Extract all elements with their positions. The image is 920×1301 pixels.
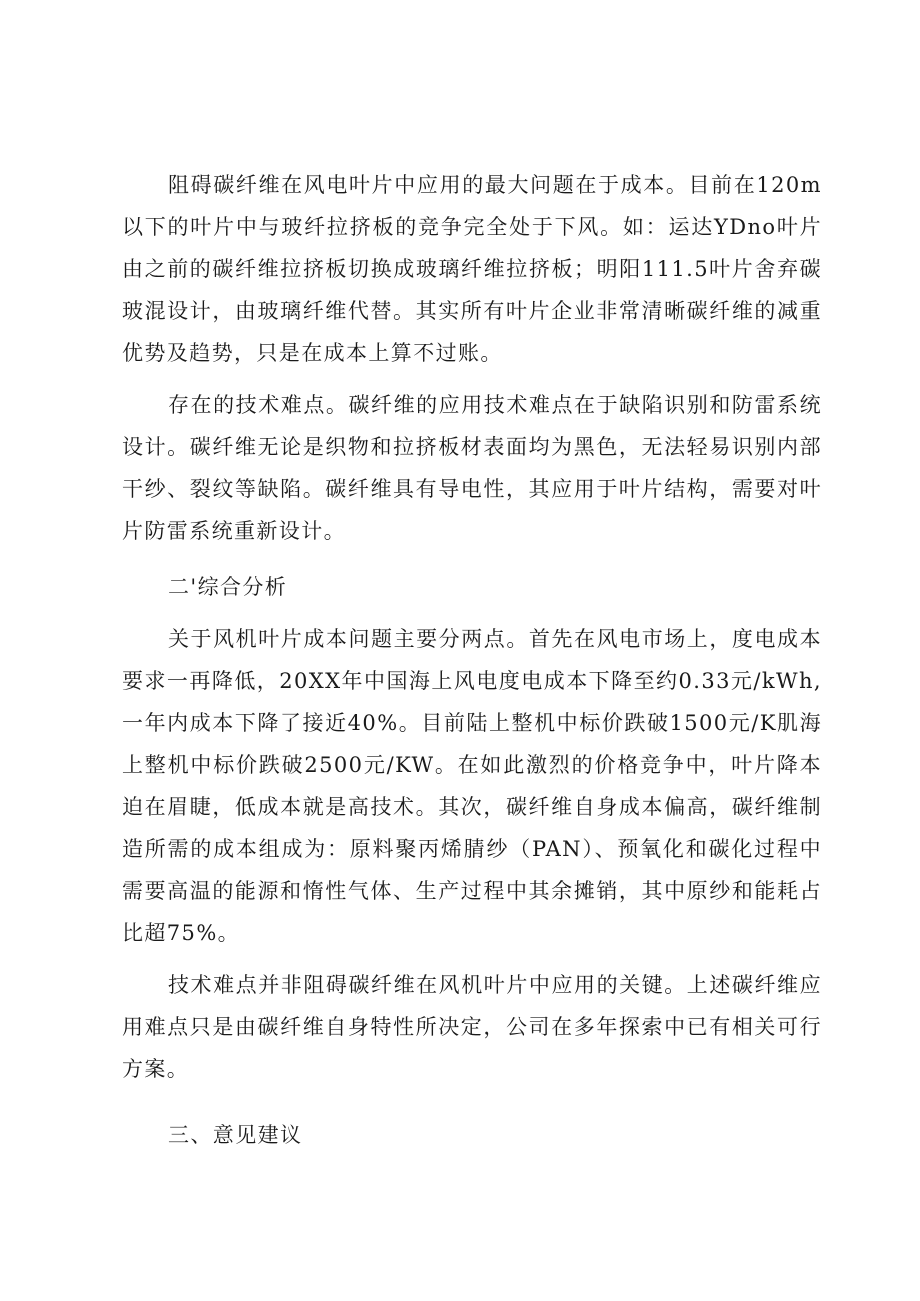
paragraph-blade-cost-analysis: 关于风机叶片成本问题主要分两点。首先在风电市场上，度电成本要求一再降低，20XX年中国海上风电度电成本下降至约0.33元/kWh,一年内成本下降了接近40%。目前陆上整机中标价跌破1500元/K肌海上整机中标价跌破2500元/KW。在如此激烈的价格竞争中，叶片降本迫在眉睫，低成本就是高技术。其次，碳纤维自身成本偏高，碳纤维制造所需的成本组成为：原料聚丙烯腈纱（PAN）、预氧化和碳化过程中需要高温的能源和惰性气体、生产过程中其余摊销，其中原纱和能耗占比超75%。 xyxy=(122,627,822,945)
paragraph-cost-problem: 阻碍碳纤维在风电叶片中应用的最大问题在于成本。目前在120m以下的叶片中与玻纤拉挤板的竞争完全处于下风。如：运达YDno叶片由之前的碳纤维拉挤板切换成玻璃纤维拉挤板；明阳111.5叶片舍弃碳玻混设计，由玻璃纤维代替。其实所有叶片企业非常清晰碳纤维的减重优势及趋势，只是在成本上算不过账。 xyxy=(122,173,822,365)
section-heading-suggestions: 三、意见建议 xyxy=(168,1123,303,1147)
document-body xyxy=(122,164,822,1156)
paragraph-technical-not-key: 技术难点并非阻碍碳纤维在风机叶片中应用的关键。上述碳纤维应用难点只是由碳纤维自身特性所决定，公司在多年探索中已有相关可行方案。 xyxy=(122,973,822,1081)
section-heading-comprehensive-analysis: 二'综合分析 xyxy=(168,575,288,599)
paragraph-technical-difficulties: 存在的技术难点。碳纤维的应用技术难点在于缺陷识别和防雷系统设计。碳纤维无论是织物和拉挤板材表面均为黑色，无法轻易识别内部干纱、裂纹等缺陷。碳纤维具有导电性，其应用于叶片结构，需要对叶片防雷系统重新设计。 xyxy=(122,393,822,543)
